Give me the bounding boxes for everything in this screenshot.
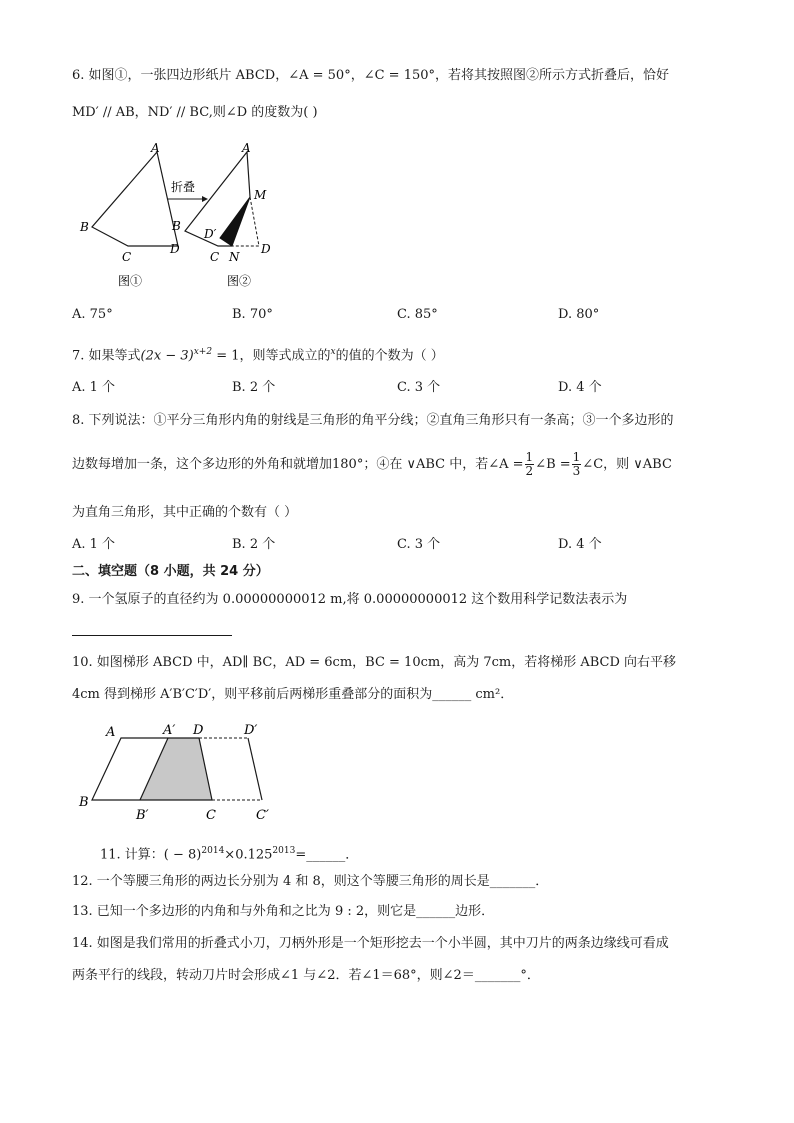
q14-line2: 两条平行的线段，转动刀片时会形成∠1 与∠2．若∠1＝68°，则∠2＝_______°． — [72, 968, 540, 983]
q10-line2: 4cm 得到梯形 A′B′C′D′，则平移前后两梯形重叠部分的面积为______ cm²． — [72, 687, 514, 702]
q8-line2-c: ∠C，则 ∨ABC — [582, 457, 672, 472]
q14-line1: 14. 如图是我们常用的折叠式小刀，刀柄外形是一个矩形挖去一个小半圆，其中刀片的两条边缘线可看成 — [72, 936, 669, 951]
q13-text: 13. 已知一个多边形的内角和与外角和之比为 9 : 2，则它是______边形． — [72, 904, 495, 919]
q7-middle: = 1，则等式成立的 — [212, 348, 331, 364]
fig1-label-B: B — [80, 220, 89, 234]
fold-arrow-label: 折叠 — [171, 180, 196, 194]
fig2-label-C: C — [210, 250, 220, 264]
fig1-quadrilateral — [92, 152, 178, 246]
q7-option-b[interactable]: B. 2 个 — [232, 380, 276, 395]
q8-fraction-1: $\frac{1}{2}$ — [525, 450, 534, 478]
q7-base: (2x − 3) — [140, 348, 194, 364]
q8-line2-a: 边数每增加一条，这个多边形的外角和就增加180°；④在 ∨ABC 中，若∠A = — [72, 457, 524, 472]
fig2-folded-triangle — [220, 197, 250, 246]
fig2-label-A: A — [242, 141, 251, 155]
q7-suffix: 的值的个数为（ ） — [335, 348, 444, 364]
section-title: 二、填空题（8 小题，共 24 分） — [72, 564, 269, 579]
q8-line2-b: ∠B = — [535, 457, 571, 472]
q8-line3: 为直角三角形，其中正确的个数有（ ） — [72, 505, 298, 520]
q7-option-d[interactable]: D. 4 个 — [558, 380, 602, 395]
fig2-label-M: M — [254, 188, 267, 202]
q7-option-c[interactable]: C. 3 个 — [397, 380, 441, 395]
fig2-label-B: B — [172, 219, 181, 233]
q8-option-c[interactable]: C. 3 个 — [397, 537, 441, 552]
q10-trapezoid-figure — [74, 718, 284, 826]
label-C: C — [206, 808, 216, 823]
fig2-label-D: D — [261, 242, 271, 256]
q8-option-d[interactable]: D. 4 个 — [558, 537, 602, 552]
q8-option-a[interactable]: A. 1 个 — [72, 537, 116, 552]
q11-exponent-1: 2014 — [201, 846, 225, 856]
label-A: A — [106, 725, 116, 740]
q11-middle: ×0.125 — [224, 847, 273, 863]
q6-options — [72, 306, 732, 324]
q11-line — [100, 842, 358, 864]
q11-suffix: =______． — [295, 847, 359, 863]
q7-exponent: x+2 — [193, 347, 213, 357]
q8-fraction-2: $\frac{1}{3}$ — [572, 450, 581, 478]
q12-text: 12. 一个等腰三角形的两边长分别为 4 和 8，则这个等腰三角形的周长是_______． — [72, 874, 549, 889]
fig1-label-C: C — [122, 250, 132, 264]
q11-exponent-2: 2013 — [272, 846, 296, 856]
trapezoid-shifted-right — [248, 738, 262, 800]
fig2-caption: 图② — [227, 274, 252, 288]
q6-option-c[interactable]: C. 85° — [397, 307, 438, 322]
q8-options — [72, 536, 732, 554]
q8-option-b[interactable]: B. 2 个 — [232, 537, 276, 552]
q10-line1: 10. 如图梯形 ABCD 中，AD∥ BC，AD = 6cm，BC = 10cm，高为 7cm，若将梯形 ABCD 向右平移 — [72, 655, 677, 670]
label-B: B — [79, 795, 89, 810]
fig2-label-N: N — [229, 250, 240, 264]
label-Cprime: C′ — [256, 808, 269, 823]
q8-line2 — [72, 450, 672, 480]
q7-options — [72, 379, 732, 397]
q6-option-a[interactable]: A. 75° — [72, 307, 113, 322]
q8-line1: 8. 下列说法：①平分三角形内角的射线是三角形的角平分线；②直角三角形只有一条高；③一个多边形的 — [72, 413, 674, 428]
label-Dprime: D′ — [244, 723, 258, 738]
q6-option-b[interactable]: B. 70° — [232, 307, 273, 322]
q7-variable: x — [330, 347, 336, 357]
q7-line — [72, 343, 444, 365]
label-Bprime: B′ — [136, 808, 149, 823]
q11-prefix: 11. 计算：( − 8) — [100, 847, 202, 863]
q6-figures — [70, 135, 300, 295]
q6-line1: 6. 如图①，一张四边形纸片 ABCD，∠A = 50°，∠C = 150°，若将其按照图②所示方式折叠后，恰好 — [72, 68, 670, 83]
q9-answer-blank[interactable] — [72, 635, 232, 636]
q7-prefix: 7. 如果等式 — [72, 348, 141, 364]
label-D: D — [193, 723, 204, 738]
q9-text: 9. 一个氢原子的直径约为 0.00000000012 m,将 0.00000000012 这个数用科学记数法表示为 — [72, 592, 628, 607]
label-Aprime: A′ — [163, 723, 176, 738]
fig1-caption: 图① — [118, 274, 143, 288]
q6-line2: MD′ // AB，ND′ // BC,则∠D 的度数为( ) — [72, 105, 318, 120]
fig2-label-Dprime: D′ — [204, 227, 217, 241]
q7-option-a[interactable]: A. 1 个 — [72, 380, 116, 395]
fig1-label-A: A — [151, 141, 160, 155]
q6-option-d[interactable]: D. 80° — [558, 307, 600, 322]
fig1-label-D: D — [170, 242, 180, 256]
